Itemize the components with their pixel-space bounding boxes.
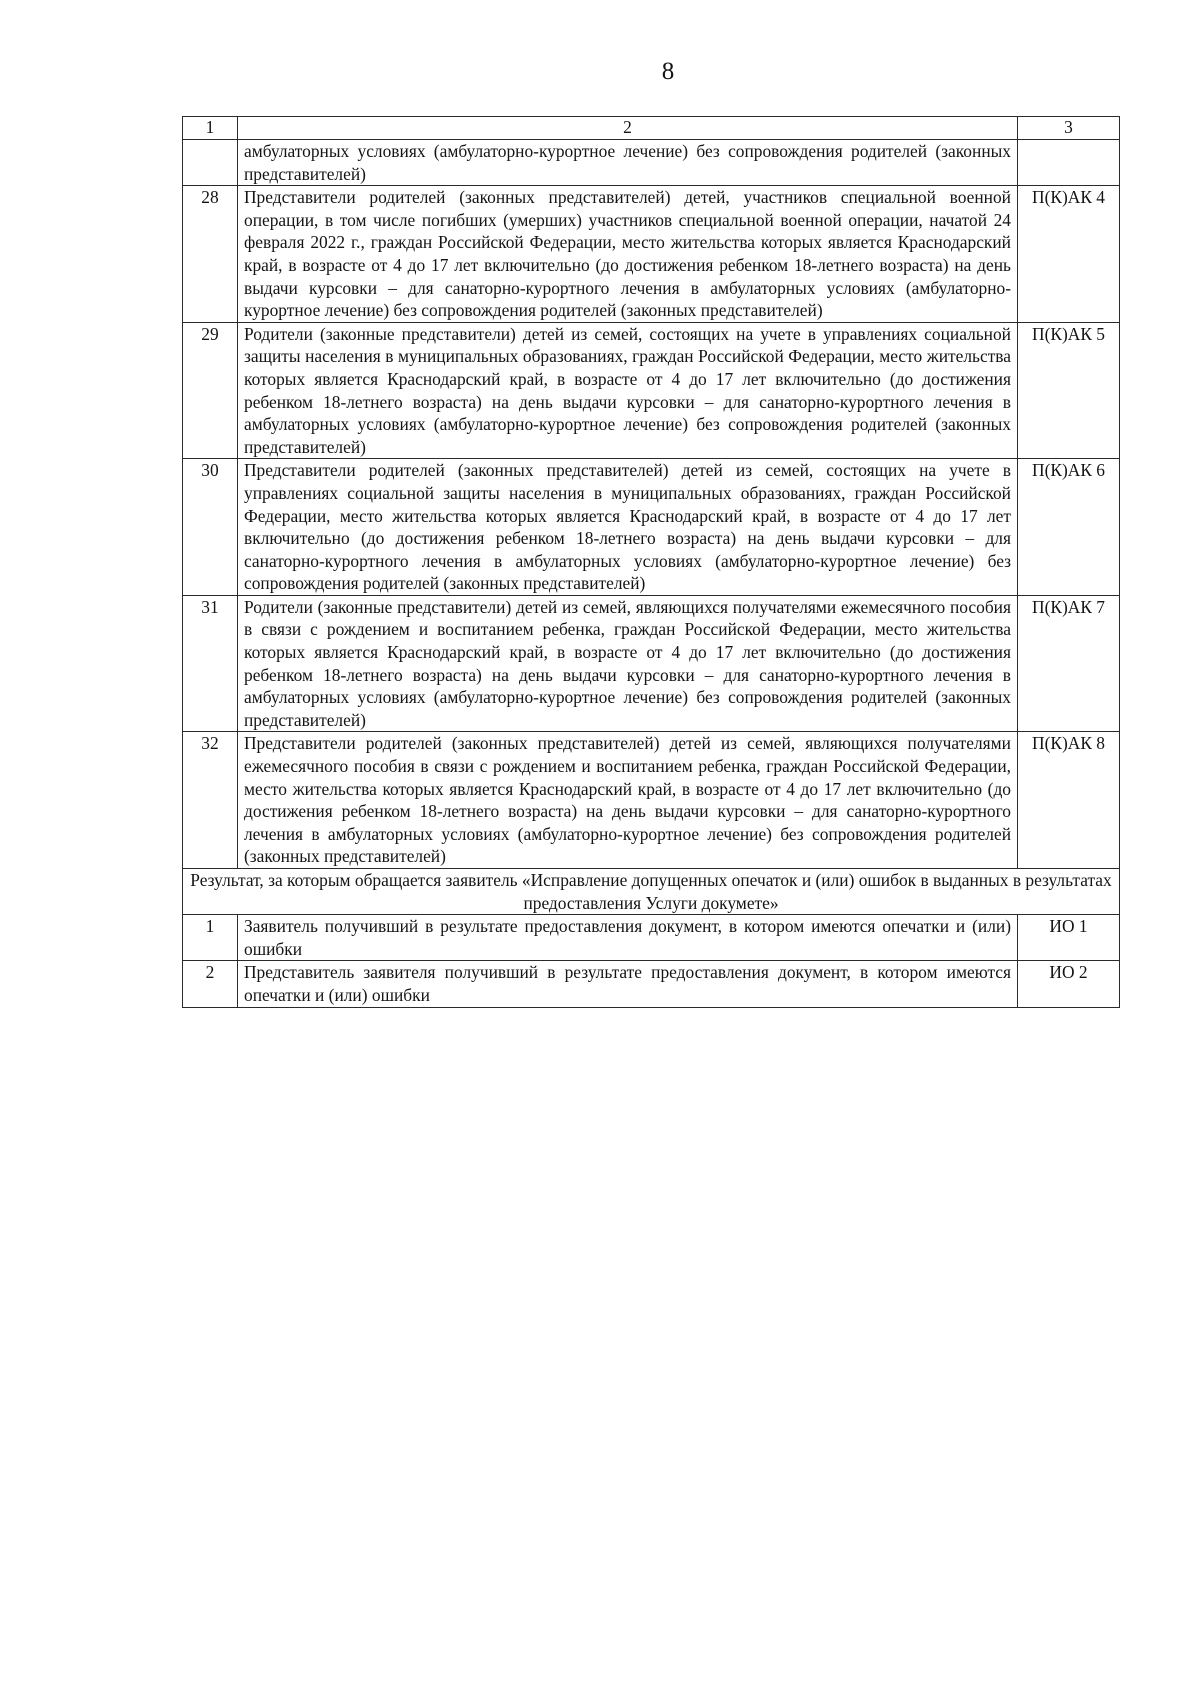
section-title: Результат, за которым обращается заявитель «Исправление допущенных опечаток и (или) ошибок в выданных в результатах предоставления Услуги докумете»	[183, 869, 1120, 915]
table-row	[183, 595, 1120, 732]
row-code: П(К)АК 7	[1018, 595, 1120, 732]
row-code: П(К)АК 4	[1018, 186, 1120, 323]
row-code: ИО 1	[1018, 915, 1120, 961]
row-code: П(К)АК 6	[1018, 459, 1120, 596]
row-description: Родители (законные представители) детей из семей, состоящих на учете в управлениях социальной защиты населения в муниципальных образованиях, граждан Российской Федерации, место жительства которых является Краснодарский край, в возрасте от 4 до 17 лет включительно (до достижения ребенком 18-летнего возраста) на день выдачи курсовки – для санаторно-курортного лечения в амбулаторных условиях (амбулаторно-курортное лечение) без сопровождения родителей (законных представителей)	[238, 322, 1018, 459]
row-description: амбулаторных условиях (амбулаторно-курортное лечение) без сопровождения родителей (законных представителей)	[238, 140, 1018, 186]
row-number-cell	[183, 140, 238, 186]
table-row	[183, 459, 1120, 596]
header-col-3: 3	[1018, 117, 1120, 140]
row-description: Заявитель получивший в результате предоставления документ, в котором имеются опечатки и (или) ошибки	[238, 915, 1018, 961]
row-description: Представители родителей (законных представителей) детей из семей, являющихся получателями ежемесячного пособия в связи с рождением и воспитанием ребенка, граждан Российской Федерации, место жительства которых является Краснодарский край, в возрасте от 4 до 17 лет включительно (до достижения ребенком 18-летнего возраста) на день выдачи курсовки – для санаторно-курортного лечения в амбулаторных условиях (амбулаторно-курортное лечение) без сопровождения родителей (законных представителей)	[238, 732, 1018, 869]
table-row	[183, 915, 1120, 961]
table-row	[183, 732, 1120, 869]
table-row	[183, 186, 1120, 323]
section-header-row	[183, 869, 1120, 915]
row-code: П(К)АК 8	[1018, 732, 1120, 869]
row-code: ИО 2	[1018, 961, 1120, 1007]
row-number: 30	[183, 459, 238, 596]
page-number: 8	[661, 58, 675, 85]
row-number: 1	[183, 915, 238, 961]
table-header-row	[183, 117, 1120, 140]
row-description: Родители (законные представители) детей из семей, являющихся получателями ежемесячного пособия в связи с рождением и воспитанием ребенка, граждан Российской Федерации, место жительства которых является Краснодарский край, в возрасте от 4 до 17 лет включительно (до достижения ребенком 18-летнего возраста) на день выдачи курсовки – для санаторно-курортного лечения в амбулаторных условиях (амбулаторно-курортное лечение) без сопровождения родителей (законных представителей)	[238, 595, 1018, 732]
categories-table	[182, 116, 1120, 1008]
row-code	[1018, 140, 1120, 186]
table-row	[183, 322, 1120, 459]
row-number: 28	[183, 186, 238, 323]
row-code: П(К)АК 5	[1018, 322, 1120, 459]
row-description: Представители родителей (законных представителей) детей, участников специальной военной операции, в том числе погибших (умерших) участников специальной военной операции, начатой 24 февраля 2022 г., граждан Российской Федерации, место жительства которых является Краснодарский край, в возрасте от 4 до 17 лет включительно (до достижения ребенком 18-летнего возраста) на день выдачи курсовки – для санаторно-курортного лечения в амбулаторных условиях (амбулаторно-курортное лечение) без сопровождения родителей (законных представителей)	[238, 186, 1018, 323]
row-number: 32	[183, 732, 238, 869]
row-description: Представители родителей (законных представителей) детей из семей, состоящих на учете в управлениях социальной защиты населения в муниципальных образованиях, граждан Российской Федерации, место жительства которых является Краснодарский край, в возрасте от 4 до 17 лет включительно (до достижения ребенком 18-летнего возраста) на день выдачи курсовки – для санаторно-курортного лечения в амбулаторных условиях (амбулаторно-курортное лечение) без сопровождения родителей (законных представителей)	[238, 459, 1018, 596]
row-number: 31	[183, 595, 238, 732]
row-number: 29	[183, 322, 238, 459]
header-col-2: 2	[238, 117, 1018, 140]
table-row-continuation	[183, 140, 1120, 186]
row-number: 2	[183, 961, 238, 1007]
row-description: Представитель заявителя получивший в результате предоставления документ, в котором имеются опечатки и (или) ошибки	[238, 961, 1018, 1007]
header-col-1: 1	[183, 117, 238, 140]
table-row	[183, 961, 1120, 1007]
